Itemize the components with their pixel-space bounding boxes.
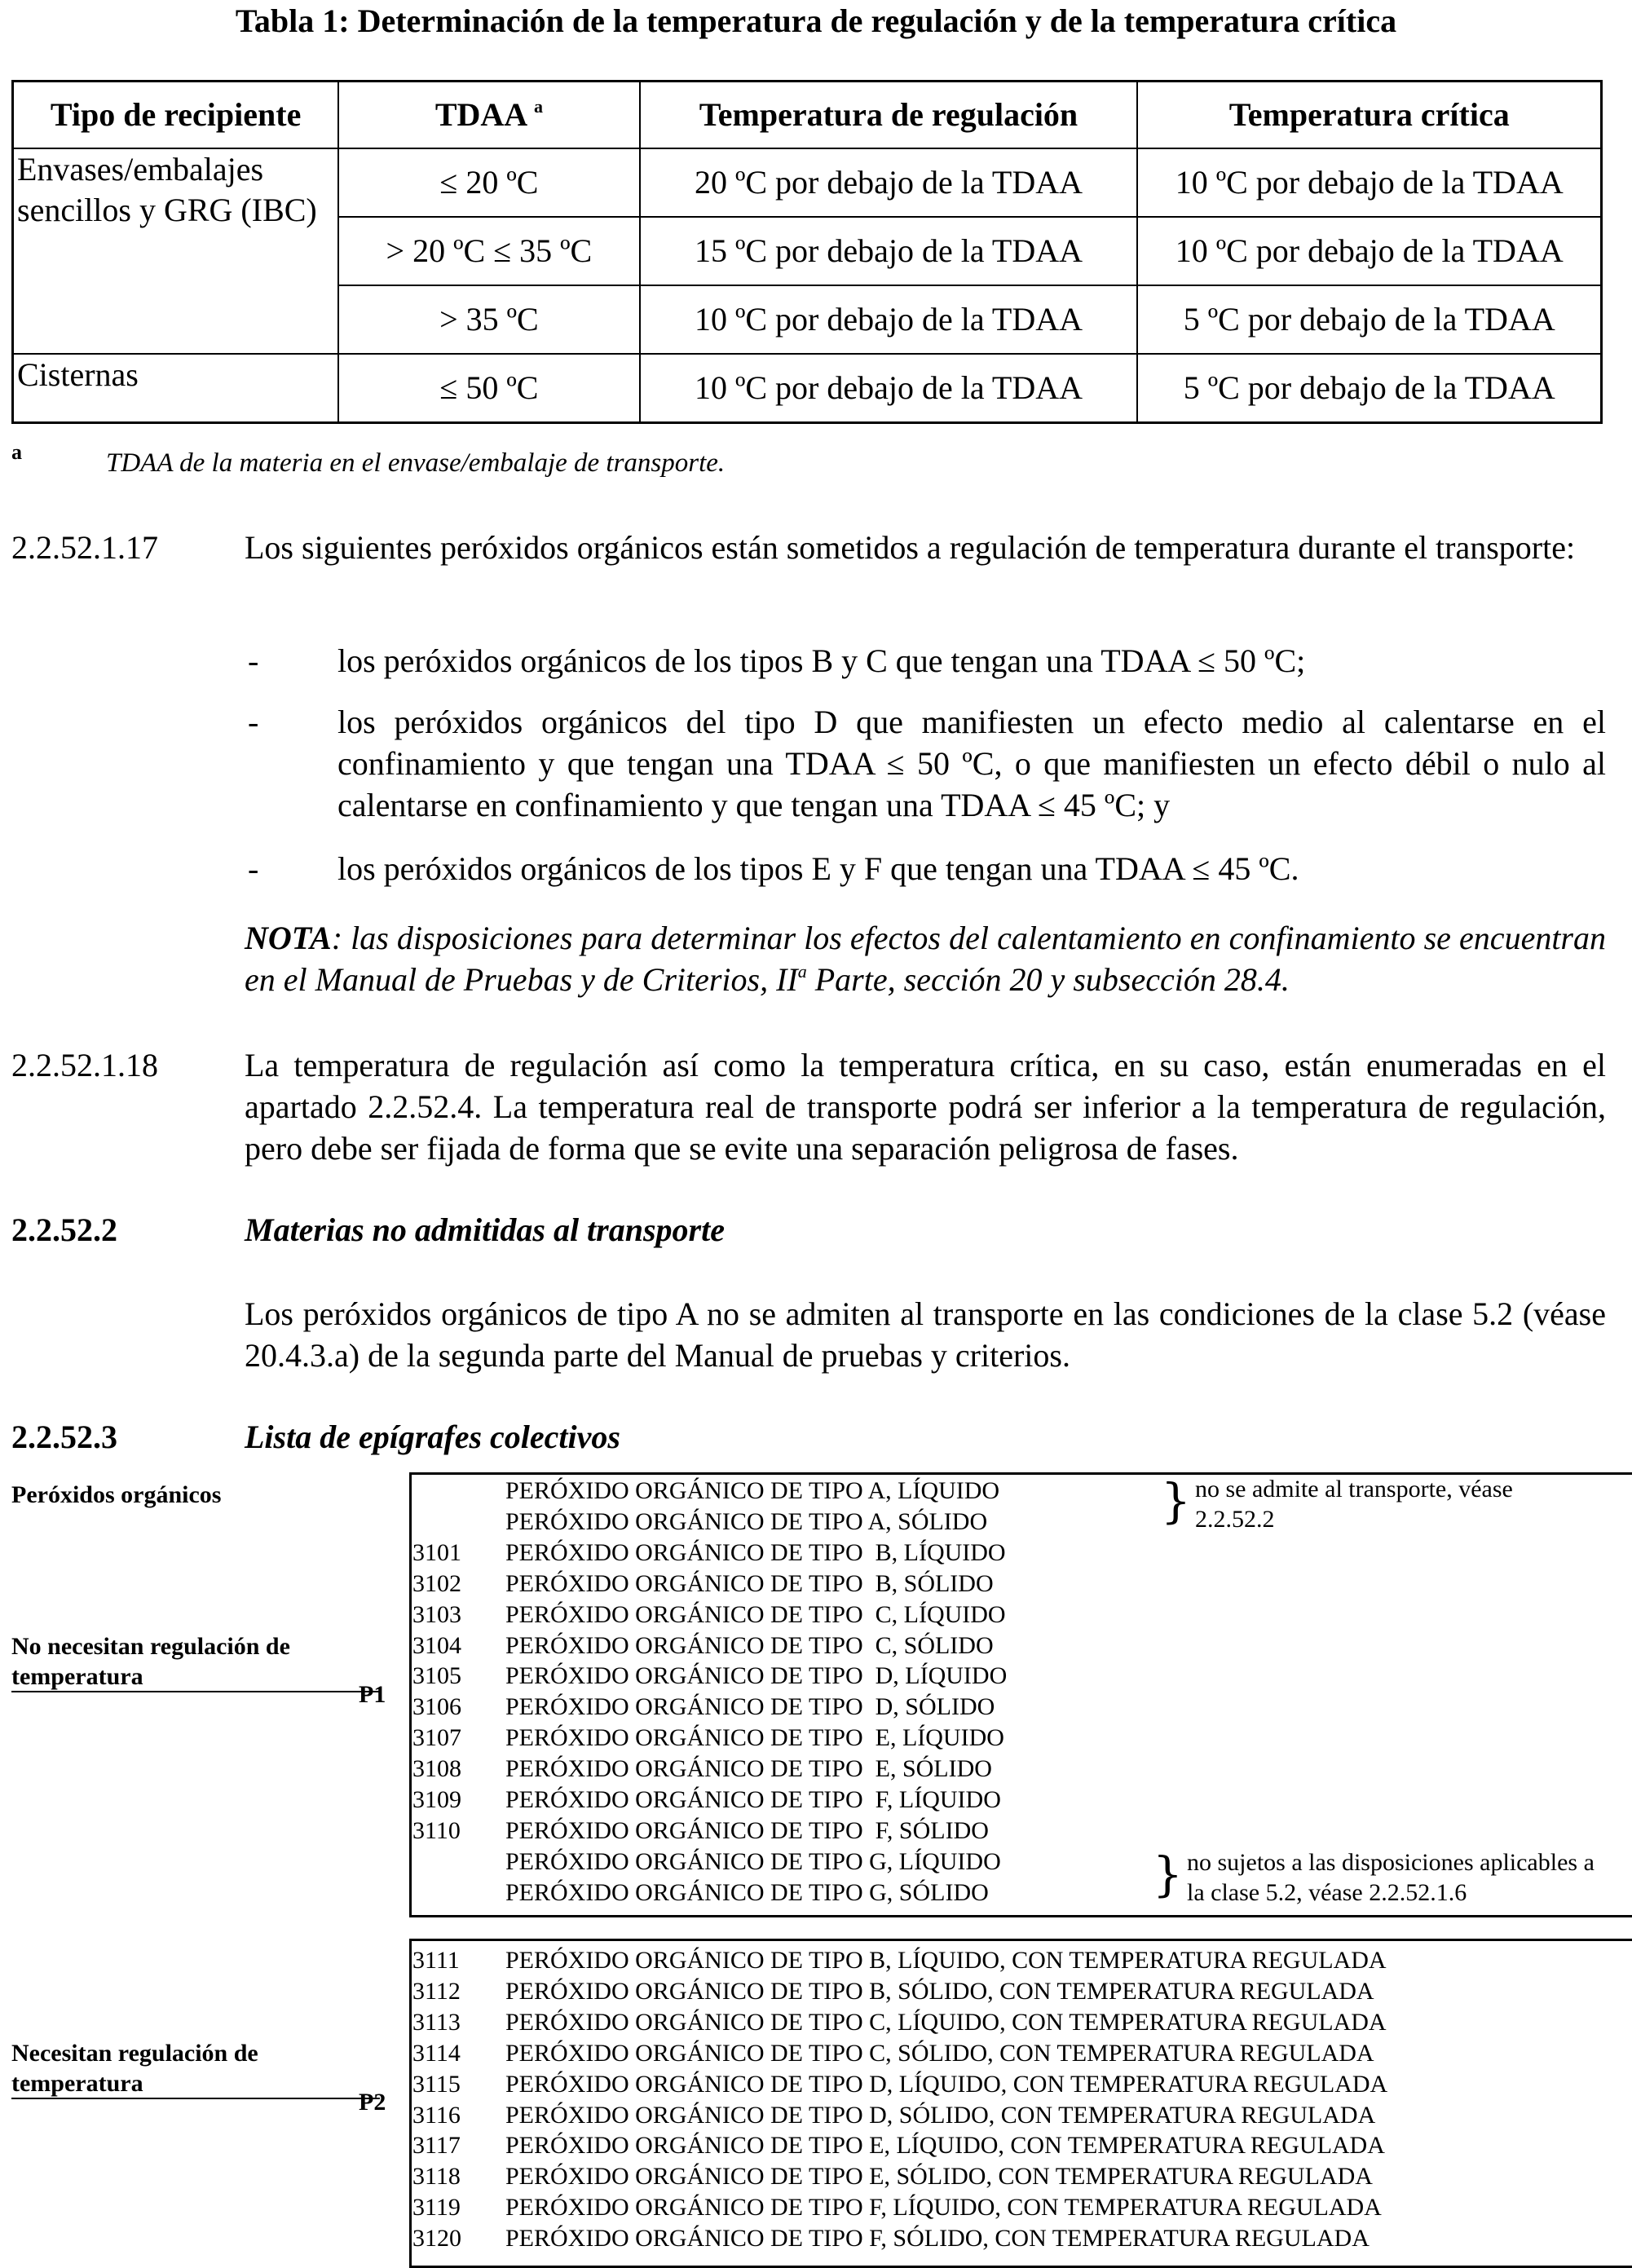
p1-list xyxy=(0,1473,1632,1908)
entry-name: PERÓXIDO ORGÁNICO DE TIPO F, LÍQUIDO xyxy=(505,1786,1001,1813)
un-number: 3117 xyxy=(412,2132,461,2160)
section-3-heading: Lista de epígrafes colectivos xyxy=(245,1419,620,1455)
section-2-heading: Materias no admitidas al transporte xyxy=(245,1211,725,1248)
nota-text-a: : las disposiciones para determinar los efectos del calentamiento en confinamiento se encuentran en el Manual de Pruebas y de Criterios, II xyxy=(245,920,1606,998)
entry-name: PERÓXIDO ORGÁNICO DE TIPO B, LÍQUIDO, CON TEMPERATURA REGULADA xyxy=(505,1947,1387,1974)
label-no-regulacion-2: temperatura xyxy=(11,1663,143,1690)
un-number: 3107 xyxy=(412,1724,461,1752)
label-regulacion-1: Necesitan regulación de xyxy=(11,2040,258,2067)
footnote-text: TDAA de la materia en el envase/embalaje de transporte. xyxy=(106,448,726,478)
cell-critica: 10 ºC por debajo de la TDAA xyxy=(1137,148,1601,217)
brace-g: } xyxy=(1153,1847,1183,1902)
entry-name: PERÓXIDO ORGÁNICO DE TIPO D, LÍQUIDO xyxy=(505,1662,1008,1690)
bullet-dash: - xyxy=(248,642,259,679)
cell-critica: 5 ºC por debajo de la TDAA xyxy=(1137,285,1601,354)
note-g-line2: la clase 5.2, véase 2.2.52.1.6 xyxy=(1187,1879,1467,1906)
section-number-2: 2.2.52.2 xyxy=(11,1211,117,1248)
un-number: 3110 xyxy=(412,1816,461,1844)
entry-name: PERÓXIDO ORGÁNICO DE TIPO A, LÍQUIDO xyxy=(505,1477,1000,1504)
entry-name: PERÓXIDO ORGÁNICO DE TIPO E, LÍQUIDO xyxy=(505,1724,1004,1752)
entry-name: PERÓXIDO ORGÁNICO DE TIPO C, LÍQUIDO xyxy=(505,1600,1006,1628)
un-number: 3109 xyxy=(412,1786,461,1813)
temperature-table xyxy=(11,80,1603,424)
cell-tdaa: > 20 ºC ≤ 35 ºC xyxy=(338,217,639,285)
p2-list xyxy=(0,1945,1632,2263)
nota-text-b: Parte, sección 20 y subsección 28.4. xyxy=(806,961,1290,998)
nota xyxy=(245,917,1606,1000)
cell-regulacion: 15 ºC por debajo de la TDAA xyxy=(640,217,1138,285)
entry-name: PERÓXIDO ORGÁNICO DE TIPO E, SÓLIDO xyxy=(505,1755,992,1783)
nota-sup: a xyxy=(797,961,807,982)
section-number-18: 2.2.52.1.18 xyxy=(11,1047,158,1083)
header-tipo: Tipo de recipiente xyxy=(13,82,339,149)
entry-name: PERÓXIDO ORGÁNICO DE TIPO C, SÓLIDO xyxy=(505,1631,994,1659)
table-row xyxy=(13,354,1602,422)
entry-name: PERÓXIDO ORGÁNICO DE TIPO B, SÓLIDO, CON TEMPERATURA REGULADA xyxy=(505,1977,1374,2005)
header-tdaa-sup: a xyxy=(533,96,543,117)
section-number-3: 2.2.52.3 xyxy=(11,1419,117,1455)
cell-critica: 5 ºC por debajo de la TDAA xyxy=(1137,354,1601,422)
un-number: 3113 xyxy=(412,2008,461,2036)
note-g-line1: no sujetos a las disposiciones aplicables a xyxy=(1187,1849,1595,1876)
label-no-regulacion-1: No necesitan regulación de xyxy=(11,1633,290,1660)
label-p1: P1 xyxy=(359,1681,386,1708)
header-critica: Temperatura crítica xyxy=(1137,82,1601,149)
entry-name: PERÓXIDO ORGÁNICO DE TIPO F, SÓLIDO, CON TEMPERATURA REGULADA xyxy=(505,2225,1370,2253)
label-regulacion-2: temperatura xyxy=(11,2070,143,2097)
entry-name: PERÓXIDO ORGÁNICO DE TIPO D, SÓLIDO, CON TEMPERATURA REGULADA xyxy=(505,2101,1376,2129)
un-number: 3104 xyxy=(412,1631,461,1659)
brace-a: } xyxy=(1161,1473,1191,1529)
entry-name: PERÓXIDO ORGÁNICO DE TIPO F, LÍQUIDO, CON TEMPERATURA REGULADA xyxy=(505,2194,1382,2222)
bullet-item-3: los peróxidos orgánicos de los tipos E y F que tengan una TDAA ≤ 45 ºC. xyxy=(337,850,1299,887)
un-number: 3120 xyxy=(412,2225,461,2253)
un-number: 3103 xyxy=(412,1600,461,1628)
cell-tipo-envases: Envases/embalajes sencillos y GRG (IBC) xyxy=(13,148,339,354)
un-number: 3102 xyxy=(412,1569,461,1597)
section-2-text: Los peróxidos orgánicos de tipo A no se admiten al transporte en las condiciones de la clase 5.2 (véase 20.4.3.a) de la segunda parte del Manual de pruebas y criterios. xyxy=(245,1295,1606,1374)
cell-tipo-cisternas: Cisternas xyxy=(13,354,339,422)
nota-label: NOTA xyxy=(245,920,332,956)
footnote-mark: a xyxy=(11,440,22,464)
cell-regulacion: 20 ºC por debajo de la TDAA xyxy=(640,148,1138,217)
table-title: Tabla 1: Determinación de la temperatura de regulación y de la temperatura crítica xyxy=(235,2,1397,39)
bullet-item-2: los peróxidos orgánicos del tipo D que manifiesten un efecto medio al calentarse en el confinamiento y que tengan una TDAA ≤ 50 ºC, o que manifiesten un efecto débil o nulo al calentarse en confinamiento y que tengan una TDAA ≤ 45 ºC; y xyxy=(337,704,1606,823)
un-number: 3101 xyxy=(412,1538,461,1566)
header-tdaa-text: TDAA xyxy=(434,96,526,133)
entry-name: PERÓXIDO ORGÁNICO DE TIPO C, SÓLIDO, CON TEMPERATURA REGULADA xyxy=(505,2039,1374,2067)
un-number: 3116 xyxy=(412,2101,461,2129)
un-number: 3108 xyxy=(412,1755,461,1783)
section-17-intro: Los siguientes peróxidos orgánicos están sometidos a regulación de temperatura durante el transporte: xyxy=(245,529,1576,566)
cell-tdaa: ≤ 50 ºC xyxy=(338,354,639,422)
un-number: 3114 xyxy=(412,2039,461,2067)
cell-tdaa: ≤ 20 ºC xyxy=(338,148,639,217)
bullet-item-1: los peróxidos orgánicos de los tipos B y C que tengan una TDAA ≤ 50 ºC; xyxy=(337,642,1306,679)
entry-name: PERÓXIDO ORGÁNICO DE TIPO E, SÓLIDO, CON TEMPERATURA REGULADA xyxy=(505,2163,1373,2191)
entry-name: PERÓXIDO ORGÁNICO DE TIPO F, SÓLIDO xyxy=(505,1816,989,1844)
un-number: 3106 xyxy=(412,1693,461,1721)
bullet-dash: - xyxy=(248,704,259,740)
bullet-dash: - xyxy=(248,850,259,887)
cell-regulacion: 10 ºC por debajo de la TDAA xyxy=(640,285,1138,354)
header-tdaa xyxy=(338,82,639,149)
section-number-17: 2.2.52.1.17 xyxy=(11,529,158,566)
cell-tdaa: > 35 ºC xyxy=(338,285,639,354)
un-number: 3112 xyxy=(412,1977,461,2005)
entry-name: PERÓXIDO ORGÁNICO DE TIPO G, SÓLIDO xyxy=(505,1878,989,1906)
un-number: 3119 xyxy=(412,2194,461,2222)
section-18-text: La temperatura de regulación así como la temperatura crítica, en su caso, están enumeradas en el apartado 2.2.52.4. La temperatura real de transporte podrá ser inferior a la temperatura de regulación, pero debe ser fijada de forma que se evite una separación peligrosa de fases. xyxy=(245,1047,1606,1167)
note-a-line2: 2.2.52.2 xyxy=(1195,1506,1275,1533)
note-a-line1: no se admite al transporte, véase xyxy=(1195,1476,1513,1502)
table-row xyxy=(13,148,1602,217)
entry-name: PERÓXIDO ORGÁNICO DE TIPO E, LÍQUIDO, CON TEMPERATURA REGULADA xyxy=(505,2132,1385,2160)
table-header-row xyxy=(13,82,1602,149)
entry-name: PERÓXIDO ORGÁNICO DE TIPO G, LÍQUIDO xyxy=(505,1847,1001,1875)
entry-name: PERÓXIDO ORGÁNICO DE TIPO D, SÓLIDO xyxy=(505,1693,995,1721)
entry-name: PERÓXIDO ORGÁNICO DE TIPO A, SÓLIDO xyxy=(505,1507,988,1535)
label-p2: P2 xyxy=(359,2089,386,2116)
entry-name: PERÓXIDO ORGÁNICO DE TIPO C, LÍQUIDO, CON TEMPERATURA REGULADA xyxy=(505,2008,1387,2036)
un-number: 3118 xyxy=(412,2163,461,2191)
un-number: 3105 xyxy=(412,1662,461,1690)
header-regulacion: Temperatura de regulación xyxy=(640,82,1138,149)
cell-critica: 10 ºC por debajo de la TDAA xyxy=(1137,217,1601,285)
un-number: 3115 xyxy=(412,2070,461,2098)
entry-name: PERÓXIDO ORGÁNICO DE TIPO B, LÍQUIDO xyxy=(505,1538,1006,1566)
entry-name: PERÓXIDO ORGÁNICO DE TIPO B, SÓLIDO xyxy=(505,1569,994,1597)
cell-regulacion: 10 ºC por debajo de la TDAA xyxy=(640,354,1138,422)
label-peroxidos: Peróxidos orgánicos xyxy=(11,1481,222,1508)
un-number: 3111 xyxy=(412,1947,460,1974)
entry-name: PERÓXIDO ORGÁNICO DE TIPO D, LÍQUIDO, CON TEMPERATURA REGULADA xyxy=(505,2070,1388,2098)
